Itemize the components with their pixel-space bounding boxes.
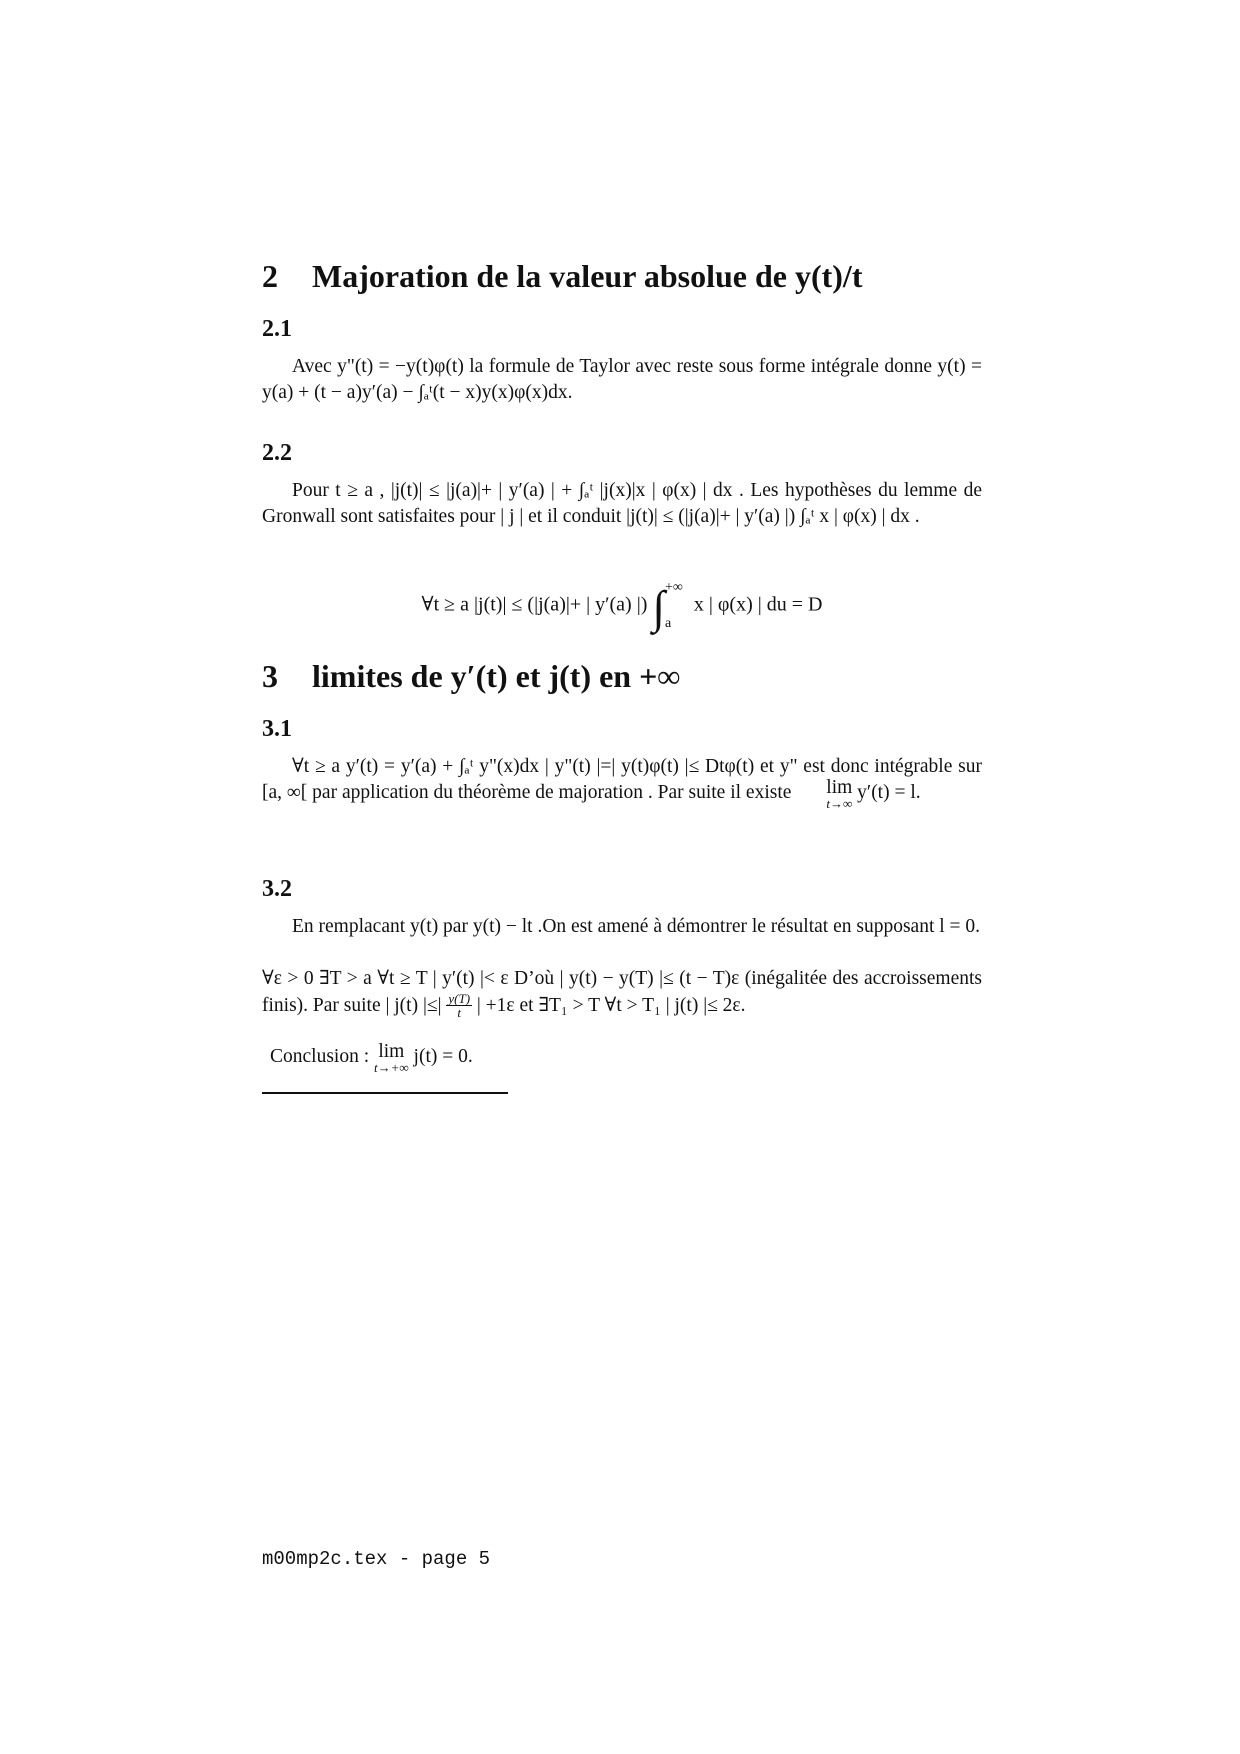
paragraph-3-1-result: y′(t) = l. xyxy=(857,782,921,803)
paragraph-3-2-text-end: | +1ε et ∃T₁ > T ∀t > T₁ | j(t) |≤ 2ε. xyxy=(476,995,746,1016)
integral-bounds xyxy=(665,578,683,634)
paragraph-3-1-text: ∀t ≥ a y′(t) = y′(a) + ∫ₐᵗ y"(x)dx | y"(t) |=| y(t)φ(t) |≤ Dtφ(t) et y" est donc intégrable sur [a, ∞[ par application du théorème de majoration . Par suite il existe xyxy=(262,756,982,803)
section-title: limites de y′(t) et j(t) en +∞ xyxy=(312,658,681,694)
conclusion-limit-operator xyxy=(374,1041,409,1076)
equation-right: x | φ(x) | du = D xyxy=(693,593,823,616)
fraction-denominator: t xyxy=(457,1005,461,1020)
section-2-heading xyxy=(262,258,862,295)
section-title: Majoration de la valeur absolue de y(t)/t xyxy=(312,258,863,294)
fraction-numerator: y(T) xyxy=(448,991,471,1006)
integral-upper-bound: +∞ xyxy=(664,580,683,595)
conclusion-result: j(t) = 0. xyxy=(413,1046,473,1067)
paragraph-2-1: Avec y"(t) = −y(t)φ(t) la formule de Taylor avec reste sous forme intégrale donne y(t) = y(a) + (t − a)y′(a) − ∫ₐᵗ(t − x)y(x)φ(x)dx. xyxy=(262,356,982,403)
subsection-3-2-heading: 3.2 xyxy=(262,876,292,902)
paragraph-3-2-text: ∀ε > 0 ∃T > a ∀t ≥ T | y′(t) |< ε D’où | y(t) − y(T) |≤ (t − T)ε (inégalitée des accroissements finis). Par suite | j(t) |≤| xyxy=(262,968,982,1016)
limit-subscript: t→∞ xyxy=(826,796,853,811)
section-number: 2 xyxy=(262,258,278,294)
equation-left: ∀t ≥ a |j(t)| ≤ (|j(a)|+ | y′(a) |) xyxy=(421,593,648,616)
subsection-2-1-heading: 2.1 xyxy=(262,316,292,342)
limit-operator xyxy=(796,777,853,812)
paragraph-2-2: Pour t ≥ a , |j(t)| ≤ |j(a)|+ | y′(a) | + ∫ₐᵗ |j(x)|x | φ(x) | dx . Les hypothèses du lemme de Gronwall sont satisfaites pour | j | et il conduit |j(t)| ≤ (|j(a)|+ | y′(a) |) ∫ₐᵗ x | φ(x) | dx . xyxy=(262,480,982,527)
limit-word: lim xyxy=(826,777,853,798)
subsection-3-1-heading: 3.1 xyxy=(262,716,292,742)
subsection-2-2-heading: 2.2 xyxy=(262,440,292,466)
section-3-heading xyxy=(262,658,680,695)
conclusion-line xyxy=(262,1041,990,1076)
limit-word: lim xyxy=(378,1041,405,1062)
limit-subscript: t→+∞ xyxy=(374,1060,409,1075)
integral-sign: ∫ xyxy=(652,581,665,633)
fraction-y-over-t xyxy=(446,992,472,1019)
paragraph-3-2-body xyxy=(262,966,982,1019)
conclusion-underline xyxy=(262,1092,508,1094)
page-footer: m00mp2c.tex - page 5 xyxy=(262,1548,491,1570)
paragraph-3-2-intro: En remplacant y(t) par y(t) − lt .On est amené à démontrer le résultat en supposant l = 0. xyxy=(292,916,981,937)
display-equation-bound xyxy=(262,578,982,634)
section-number: 3 xyxy=(262,658,278,694)
integral-lower-bound: a xyxy=(664,616,672,631)
conclusion-label: Conclusion : xyxy=(270,1046,370,1067)
paragraph-3-1 xyxy=(262,754,982,812)
